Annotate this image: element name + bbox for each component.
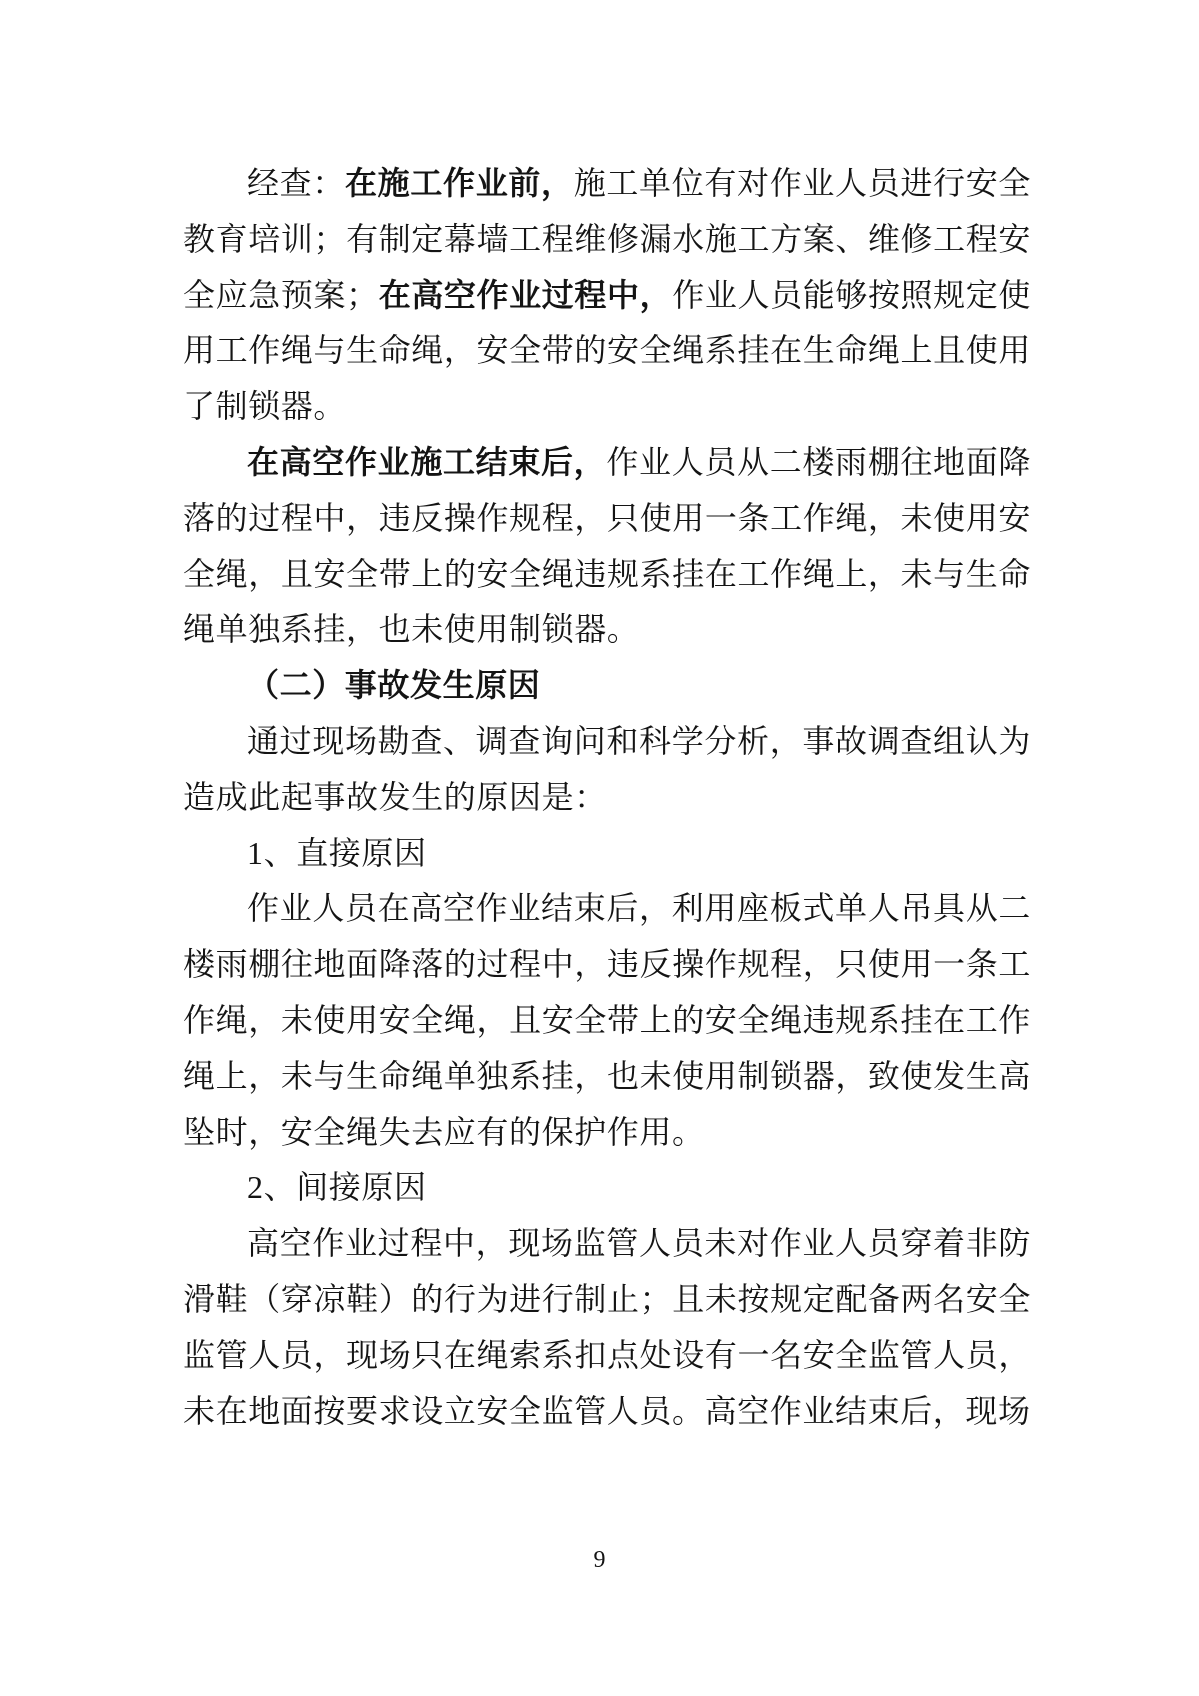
text-run: 1、直接原因 <box>247 834 427 871</box>
paragraph <box>183 1216 1031 1439</box>
paragraph <box>183 435 1031 658</box>
document-body <box>183 156 1031 1439</box>
text-run: 作业人员从二楼雨棚往地面降落的过程中，违反操作规程，只使用一条工作绳，未使用安全绳，且安全带上的安全绳违规系挂在工作绳上，未与生命绳单独系挂，也未使用制锁器。 <box>183 443 1031 648</box>
bold-text-run: （二）事故发生原因 <box>247 667 541 704</box>
text-run: 作业人员能够按照规定使用工作绳与生命绳，安全带的安全绳系挂在生命绳上且使用了制锁器。 <box>183 276 1032 425</box>
paragraph <box>183 1160 1031 1216</box>
bold-text-run: 在施工作业前， <box>345 165 574 201</box>
text-run: 2、间接原因 <box>247 1169 427 1206</box>
page-footer <box>0 1542 1199 1578</box>
paragraph <box>183 881 1031 1160</box>
text-run: 高空作业过程中，现场监管人员未对作业人员穿着非防滑鞋（穿凉鞋）的行为进行制止；且未按规定配备两名安全监管人员，现场只在绳索系扣点处设有一名安全监管人员，未在地面按要求设立安全监管人员。高空作业结束后，现场 <box>183 1225 1031 1429</box>
text-run: 作业人员在高空作业结束后，利用座板式单人吊具从二楼雨棚往地面降落的过程中，违反操作规程，只使用一条工作绳，未使用安全绳，且安全带上的安全绳违规系挂在工作绳上，未与生命绳单独系挂，也未使用制锁器，致使发生高坠时，安全绳失去应有的保护作用。 <box>183 890 1031 1150</box>
text-run: 经查： <box>247 165 346 201</box>
paragraph <box>183 714 1031 826</box>
page-number: 9 <box>593 1547 606 1573</box>
paragraph <box>183 156 1031 435</box>
bold-text-run: 在高空作业过程中， <box>378 276 673 313</box>
paragraph <box>183 826 1031 882</box>
section-heading <box>183 658 1031 714</box>
bold-text-run: 在高空作业施工结束后， <box>247 443 607 480</box>
text-run: 通过现场勘查、调查询问和科学分析，事故调查组认为造成此起事故发生的原因是： <box>183 722 1031 815</box>
text-run: 施工单位有对作业人员进行安全教育培训；有制定幕墙工程维修漏水施工方案、维修工程安全应急预案； <box>183 165 1031 313</box>
